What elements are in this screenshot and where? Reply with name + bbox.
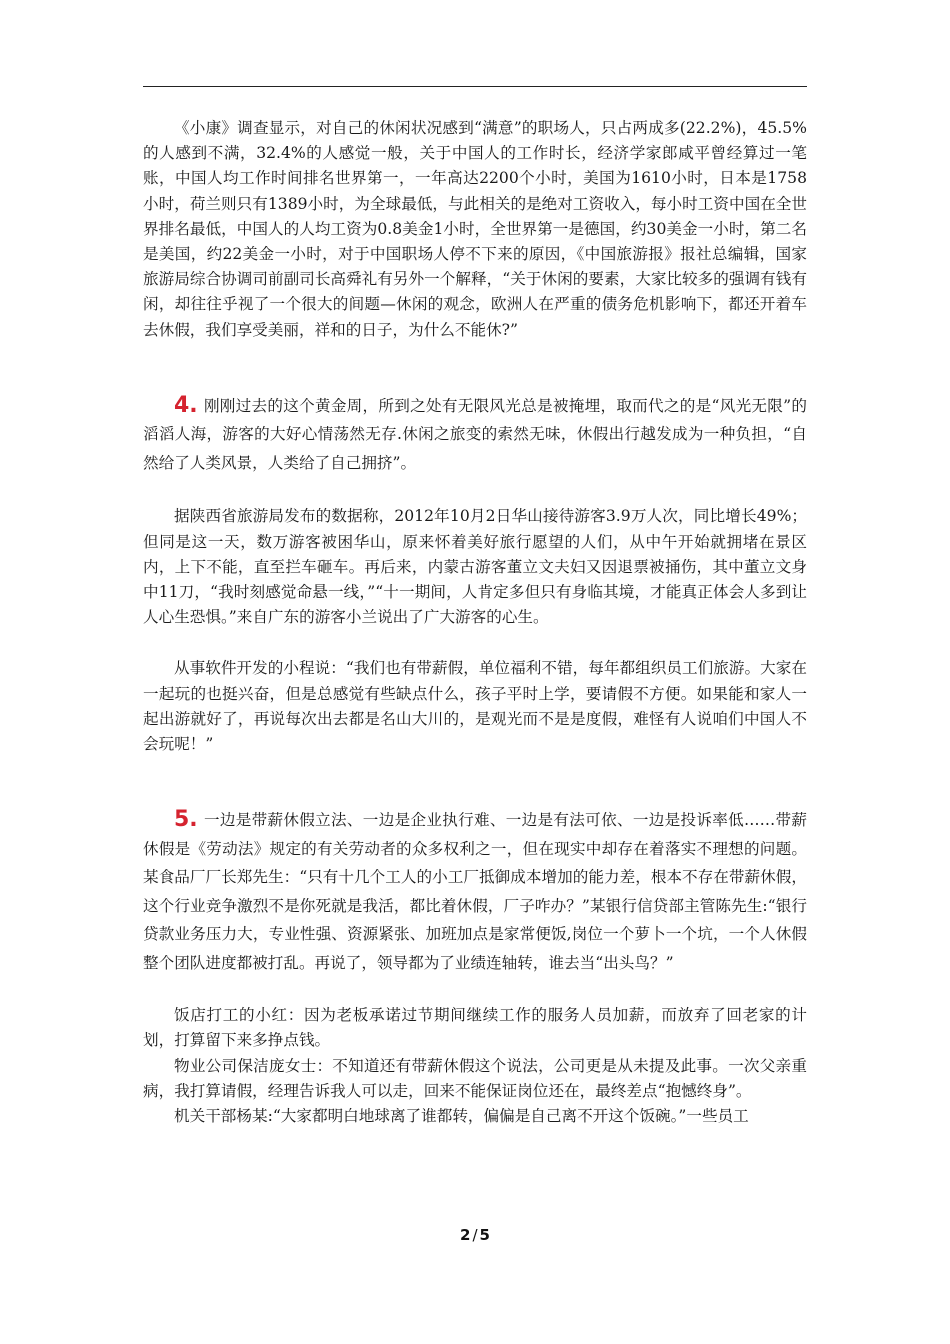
page-body (143, 116, 807, 1129)
header-divider (143, 86, 807, 87)
section-4-text: 刚刚过去的这个黄金周，所到之处有无限风光总是被掩埋，取而代之的是“风光无限”的滔滔人海，游客的大好心情荡然无存.休闲之旅变的索然无味，休假出行越发成为一种负担，“自然给了人类风景，人类给了自己拥挤”。 (143, 396, 807, 472)
section-5-number: 5. (174, 807, 198, 833)
total-pages: 5 (479, 1226, 490, 1244)
paragraph-restaurant-worker: 饭店打工的小红：因为老板承诺过节期间继续工作的服务人员加薪，而放弃了回老家的计划，打算留下来多挣点钱。 (143, 1006, 807, 1050)
paragraph-xiaokang-survey: 《小康》调查显示，对自己的休闲状况感到“满意”的职场人，只占两成多(22.2%)，45.5%的人感到不满，32.4%的人感觉一般，关于中国人的工作时长，经济学家郎咸平曾经算过一笔账，中国人均工作时间排名世界第一，一年高达2200个小时，美国为1610小时，日本是1758小时，荷兰则只有1389小时，为全球最低，与此相关的是绝对工资收入，每小时工资中国在全世界排名最低，中国人的人均工资为0.8美金1小时，全世界第一是德国，约30美金一小时，第二名是美国，约22美金一小时，对于中国职场人停不下来的原因，《中国旅游报》报社总编辑，国家旅游局综合协调司前副司长高舜礼有另外一个解释，“关于休闲的要素，大家比较多的强调有钱有闲，却往往乎视了一个很大的间题—休闲的观念，欧洲人在严重的债务危机影响下，都还开着车去休假，我们享受美丽，祥和的日子，为什么不能休?” (143, 119, 807, 339)
page-separator: / (472, 1226, 478, 1244)
paragraph-cleaning-staff: 物业公司保洁庞女士：不知道还有带薪休假这个说法，公司更是从未提及此事。一次父亲重病，我打算请假，经理告诉我人可以走，回来不能保证岗位还在，最终差点“抱憾终身”。 (143, 1056, 807, 1100)
paragraph-huashan: 据陕西省旅游局发布的数据称，2012年10月2日华山接待游客3.9万人次，同比增长49%；但同是这一天，数万游客被困华山，原来怀着美好旅行愿望的人们，从中午开始就拥堵在景区内，上下不能，直至拦车砸车。再后来，内蒙古游客董立文夫妇又因退票被捅伤，其中董立文身中11刀，“我时刻感觉命悬一线，”“十一期间，人肯定多但只有身临其境，才能真正体会人多到让人心生恐惧。”来自广东的游客小兰说出了广大游客的心生。 (143, 507, 807, 627)
paragraph-software-developer: 从事软件开发的小程说：“我们也有带薪假，单位福利不错，每年都组织员工们旅游。大家在一起玩的也挺兴奋，但是总感觉有些缺点什么，孩子平时上学，要请假不方便。如果能和家人一起出游就好了，再说每次出去都是名山大川的，是观光而不是是度假，难怪有人说咱们中国人不会玩呢！” (143, 659, 807, 753)
current-page: 2 (460, 1226, 471, 1244)
page-number (0, 1226, 950, 1244)
section-5-paragraph (143, 806, 807, 977)
section-5-text: 一边是带薪休假立法、一边是企业执行难、一边是有法可依、一边是投诉率低……带薪休假是《劳动法》规定的有关劳动者的众多权利之一，但在现实中却存在着落实不理想的问题。某食品厂厂长郑先生：“只有十几个工人的小工厂抵御成本增加的能力差，根本不存在带薪休假，这个行业竞争激烈不是你死就是我活，都比着休假，厂子咋办？”某银行信贷部主管陈先生:“银行贷款业务压力大，专业性强、资源紧张、加班加点是家常便饭,岗位一个萝卜一个坑，一个人休假整个团队进度都被打乱。再说了，领导都为了业绩连轴转，谁去当“出头鸟？” (143, 811, 807, 972)
section-4-number: 4. (174, 392, 198, 418)
paragraph-government-cadre: 机关干部杨某:“大家都明白地球离了谁都转，偏偏是自己离不开这个饭碗。”一些员工 (174, 1106, 749, 1125)
section-4-paragraph (143, 392, 807, 478)
